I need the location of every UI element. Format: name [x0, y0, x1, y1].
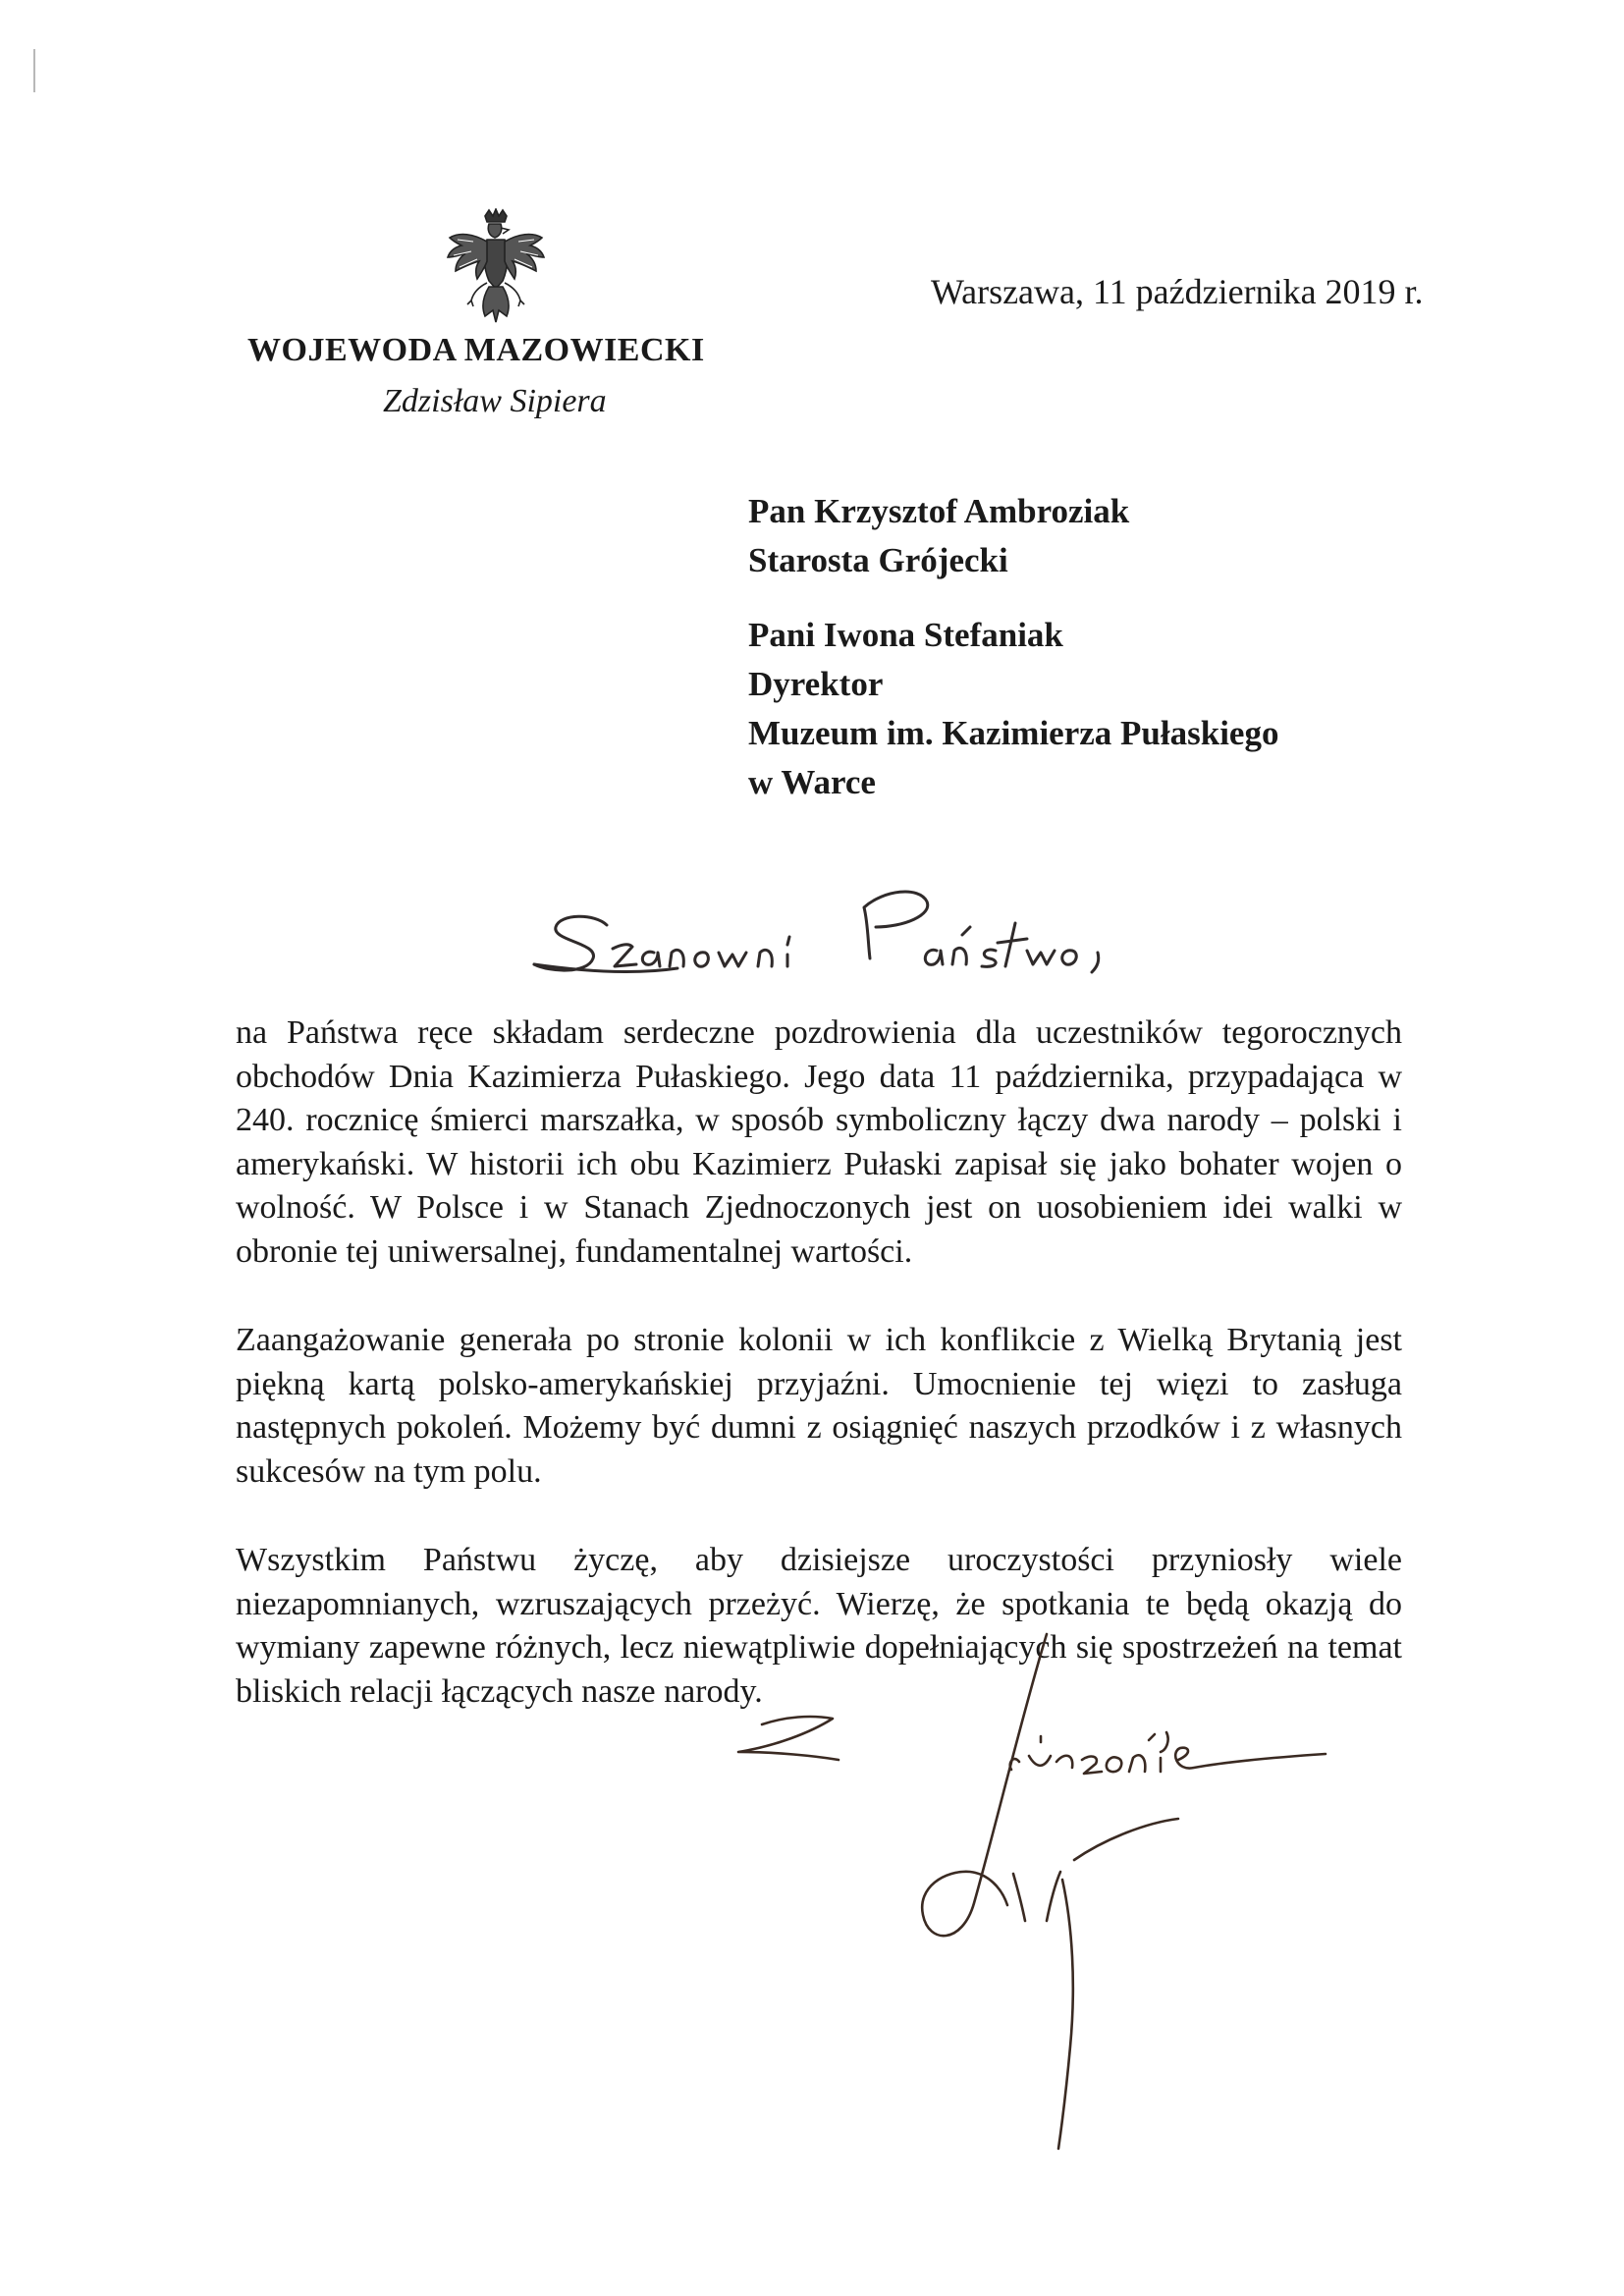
body-paragraph: na Państwa ręce składam serdeczne pozdrowienia dla uczestników tegorocznych obchodów Dnia Kazimierza Pułaskiego. Jego data 11 października, przypadająca w 240. rocznicę śmierci marszałka, w sposób symboliczny łączy dwa narody – polski i amerykański. W historii ich obu Kazimierz Pułaski zapisał się jako bohater wojen o wolność. W Polsce i w Stanach Zjednoczonych jest on uosobieniem idei walki w obronie tej uniwersalnej, fundamentalnej wartości. [236, 1014, 1402, 1270]
white-eagle-emblem-icon [444, 208, 548, 326]
recipient-line: w Warce [748, 763, 876, 801]
scan-edge-mark [33, 49, 35, 92]
recipient-block [748, 611, 1278, 807]
sender-name: Zdzisław Sipiera [383, 383, 607, 419]
recipient-line: Pan Krzysztof Ambroziak [748, 492, 1130, 530]
recipient-line: Dyrektor [748, 665, 884, 703]
recipients [748, 487, 1278, 833]
recipient-block [748, 487, 1278, 585]
sender-title: WOJEWODA MAZOWIECKI [247, 332, 705, 368]
body-paragraph: Zaangażowanie generała po stronie kolonii w ich konflikcie z Wielką Brytanią jest piękną kartą polsko-amerykańskiej przyjaźni. Umocnienie tej więzi to zasługa następnych pokoleń. Możemy być dumni z osiągnięć naszych przodków i z własnych sukcesów na tym polu. [236, 1322, 1402, 1490]
handwritten-salutation [530, 864, 1159, 1011]
recipient-line: Starosta Grójecki [748, 541, 1008, 579]
recipient-line: Muzeum im. Kazimierza Pułaskiego [748, 714, 1279, 752]
letter-date: Warszawa, 11 października 2019 r. [931, 272, 1424, 311]
handwritten-signature [717, 1630, 1345, 2180]
recipient-line: Pani Iwona Stefaniak [748, 616, 1063, 654]
body-paragraph: Wszystkim Państwu życzę, aby dzisiejsze uroczystości przyniosły wiele niezapomnianych, wzruszających przeżyć. Wierzę, że spotkania te będą okazją do wymiany zapewne różnych, lecz niewątpliwie dopełniających się spostrzeżeń na temat bliskich relacji łączących nasze narody. [236, 1542, 1402, 1710]
